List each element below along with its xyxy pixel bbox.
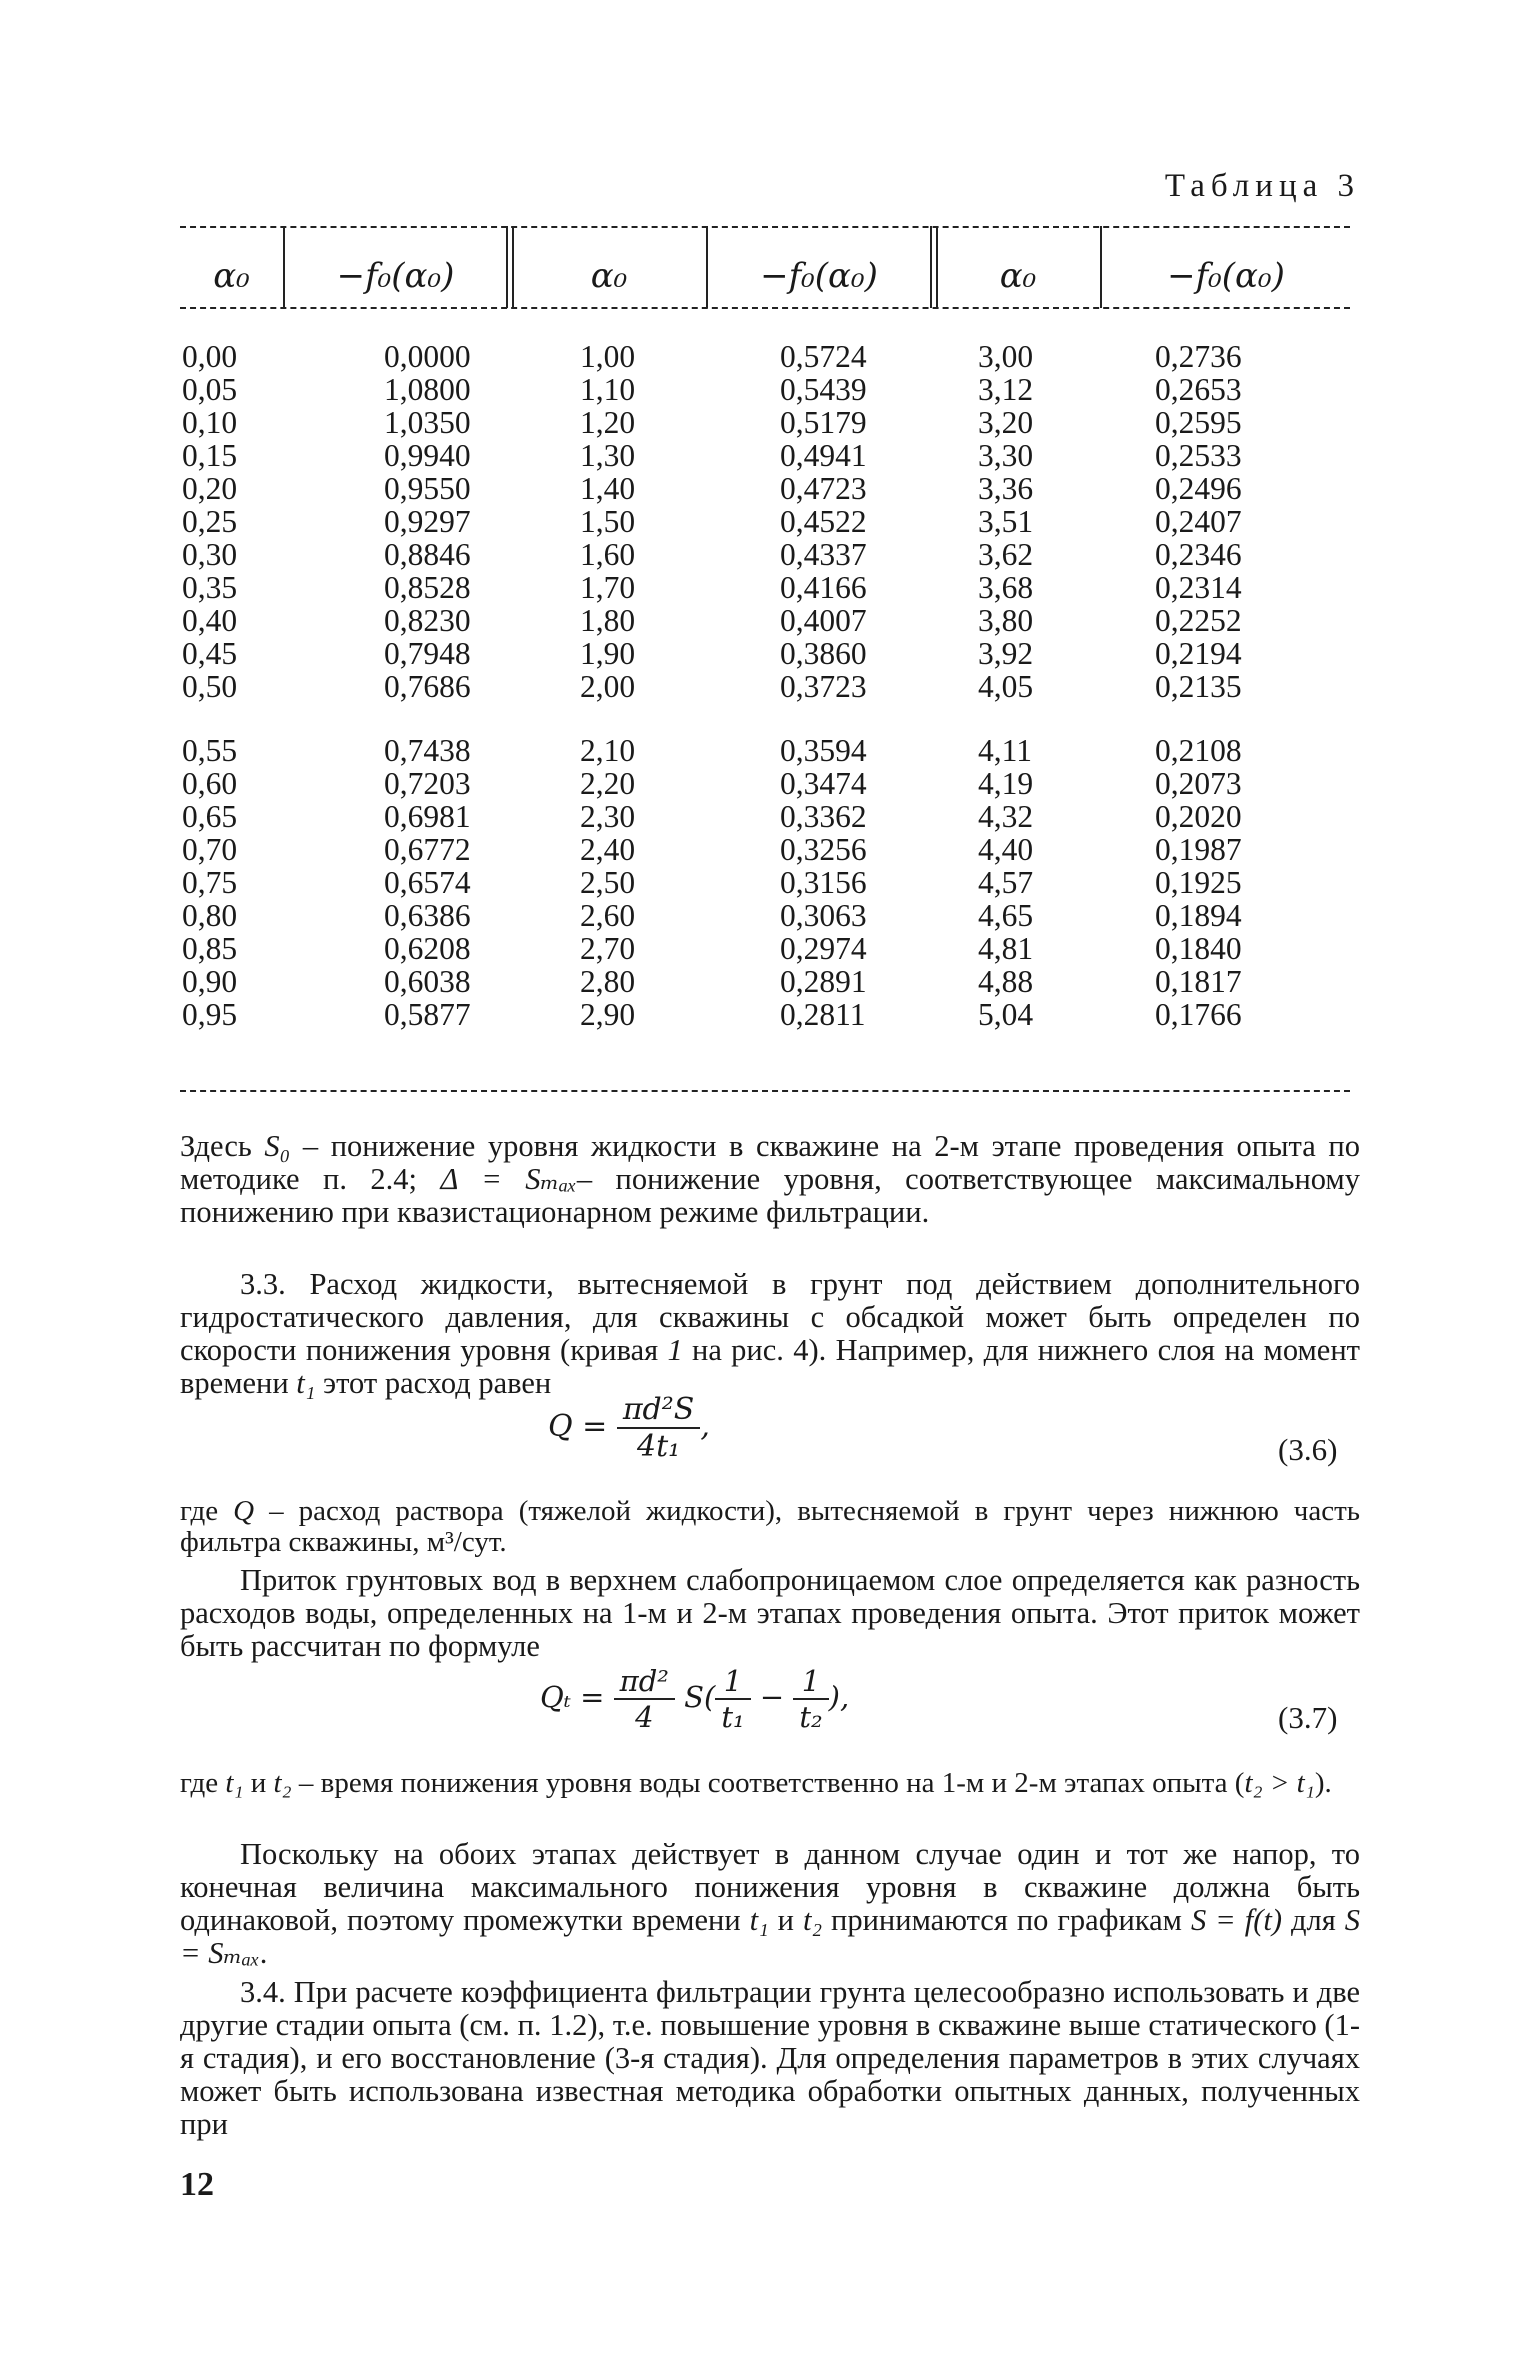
table-cell: 0,2252 <box>1155 603 1242 638</box>
table-cell: 5,04 <box>978 997 1034 1032</box>
col-alpha-3-block2 <box>978 734 1033 1031</box>
table-cell: 3,68 <box>978 570 1034 605</box>
table-cell: 0,50 <box>182 669 238 704</box>
table-caption: Таблица 3 <box>1164 168 1360 204</box>
table-cell: 0,2314 <box>1155 570 1242 605</box>
table-cell: 0,2073 <box>1155 766 1242 801</box>
table-cell: 0,05 <box>182 372 238 407</box>
table-cell: 0,30 <box>182 537 238 572</box>
symbol-s0: S₀ <box>264 1129 291 1163</box>
header-f0-3: −f₀(α₀) <box>1167 256 1285 296</box>
table-cell: 0,6574 <box>384 865 471 900</box>
paragraph-3-4: 3.4. При расчете коэффициента фильтрации грунта целесообразно использовать и две другие стадии опыта (см. п. 1.2), т.е. повышение уровня в скважине выше статического (1-я стадия), и его восстановление (3-я стадия). Для определения параметров в этих случаях может быть использована известная методика обработки опытных данных, полученных при <box>180 1975 1360 2141</box>
table-cell: 0,2135 <box>1155 669 1242 704</box>
table-cell: 1,10 <box>580 372 636 407</box>
table-cell: 4,88 <box>978 964 1034 999</box>
table-cell: 1,90 <box>580 636 636 671</box>
table-cell: 0,4007 <box>780 603 867 638</box>
table-cell: 0,4166 <box>780 570 867 605</box>
equation-3-7-label: (3.7) <box>1278 1700 1338 1735</box>
table-cell: 2,50 <box>580 865 636 900</box>
table-header-rule <box>180 307 1350 309</box>
table-cell: 0,70 <box>182 832 238 867</box>
table-cell: 3,00 <box>978 339 1034 374</box>
table-cell: 1,60 <box>580 537 636 572</box>
table-cell: 3,20 <box>978 405 1034 440</box>
table-cell: 0,15 <box>182 438 238 473</box>
table-bottom-rule <box>180 1090 1350 1092</box>
table-cell: 0,6981 <box>384 799 471 834</box>
table-cell: 0,2020 <box>1155 799 1242 834</box>
table-cell: 0,20 <box>182 471 238 506</box>
table-cell: 0,75 <box>182 865 238 900</box>
equation-3-6: Q = $\frac{\text{πd²S}}{\text{4t₁}}$ , <box>548 1392 710 1464</box>
table-cell: 3,51 <box>978 504 1034 539</box>
table-cell: 4,65 <box>978 898 1034 933</box>
table-cell: 1,0350 <box>384 405 471 440</box>
table-cell: 3,62 <box>978 537 1034 572</box>
table-cell: 0,3860 <box>780 636 867 671</box>
equation-3-6-label: (3.6) <box>1278 1432 1338 1467</box>
equation-3-7: Qₜ = $\frac{\text{πd²}}{4}$ S( $\frac{1}{\text{t₁}}$ − $\frac{1}{\text{t₂}}$ ), <box>540 1664 850 1734</box>
table-cell: 2,10 <box>580 733 636 768</box>
table-cell: 0,9297 <box>384 504 471 539</box>
table-cell: 0,3156 <box>780 865 867 900</box>
table-cell: 0,4522 <box>780 504 867 539</box>
table-cell: 0,2595 <box>1155 405 1242 440</box>
table-cell: 2,00 <box>580 669 636 704</box>
table-cell: 2,60 <box>580 898 636 933</box>
table-cell: 0,55 <box>182 733 238 768</box>
table-cell: 4,81 <box>978 931 1034 966</box>
table-cell: 0,7438 <box>384 733 471 768</box>
header-alpha-3: α₀ <box>999 256 1037 296</box>
table-top-rule <box>180 226 1350 228</box>
table-cell: 0,3594 <box>780 733 867 768</box>
paragraph-equal-head: Поскольку на обоих этапах действует в данном случае один и тот же напор, то конечная величина максимального понижения уровня в скважине должна быть одинаковой, поэтому промежутки времени t₁ и t₂ принимаются по графикам S = f(t) для S = Sₘₐₓ. <box>180 1837 1360 1970</box>
table-cell: 0,1766 <box>1155 997 1242 1032</box>
table-cell: 4,32 <box>978 799 1034 834</box>
table-cell: 0,85 <box>182 931 238 966</box>
table-cell: 0,2891 <box>780 964 867 999</box>
table-cell: 0,4337 <box>780 537 867 572</box>
table-cell: 0,5877 <box>384 997 471 1032</box>
table-cell: 0,3723 <box>780 669 867 704</box>
table-cell: 0,2108 <box>1155 733 1242 768</box>
table-cell: 0,10 <box>182 405 238 440</box>
where-t-definition: где t₁ и t₂ – время понижения уровня воды соответственно на 1-м и 2-м этапах опыта (t₂ > t₁). <box>180 1767 1332 1799</box>
table-cell: 3,92 <box>978 636 1034 671</box>
table-cell: 0,0000 <box>384 339 471 374</box>
table-cell: 0,4723 <box>780 471 867 506</box>
table-cell: 0,8846 <box>384 537 471 572</box>
table-cell: 2,90 <box>580 997 636 1032</box>
where-q-definition: где Q – расход раствора (тяжелой жидкости), вытесняемой в грунт через нижнюю часть фильтра скважины, м³/сут. <box>180 1495 1360 1558</box>
table-cell: 0,6208 <box>384 931 471 966</box>
header-f0-1: −f₀(α₀) <box>336 256 455 296</box>
table-cell: 2,70 <box>580 931 636 966</box>
col-alpha-3-block1 <box>978 340 1033 703</box>
table-cell: 0,65 <box>182 799 238 834</box>
table-cell: 0,4941 <box>780 438 867 473</box>
table-cell: 0,3474 <box>780 766 867 801</box>
table-cell: 0,6772 <box>384 832 471 867</box>
table-cell: 0,90 <box>182 964 238 999</box>
table-cell: 0,6386 <box>384 898 471 933</box>
paragraph-3-3: 3.3. Расход жидкости, вытесняемой в грунт под действием дополнительного гидростатического давления, для скважины с обсадкой может быть определен по скорости понижения уровня (кривая 1 на рис. 4). Например, для нижнего слоя на момент времени t₁ этот расход равен <box>180 1267 1360 1400</box>
table-cell: 0,2346 <box>1155 537 1242 572</box>
curve-number: 1 <box>667 1333 683 1367</box>
symbol-t1: t₁ <box>296 1366 316 1400</box>
header-alpha-1: α₀ <box>213 256 250 296</box>
table-cell: 0,7686 <box>384 669 471 704</box>
table-cell: 3,80 <box>978 603 1034 638</box>
table-cell: 0,60 <box>182 766 238 801</box>
table-cell: 4,19 <box>978 766 1034 801</box>
table-cell: 0,00 <box>182 339 238 374</box>
table-cell: 0,35 <box>182 570 238 605</box>
table-cell: 2,20 <box>580 766 636 801</box>
table-cell: 1,30 <box>580 438 636 473</box>
table-cell: 3,36 <box>978 471 1034 506</box>
col-f0-3-block2 <box>1155 734 1242 1031</box>
table-cell: 0,2653 <box>1155 372 1242 407</box>
table-cell: 0,1925 <box>1155 865 1242 900</box>
table-cell: 0,2533 <box>1155 438 1242 473</box>
paragraph-definitions: Здесь S₀ – понижение уровня жидкости в скважине на 2-м этапе проведения опыта по методике п. 2.4; Δ = Sₘₐₓ– понижение уровня, соответствующее максимальному понижению при квазистационарном режиме фильтрации. <box>180 1129 1360 1229</box>
table-cell: 0,7203 <box>384 766 471 801</box>
table-cell: 0,2496 <box>1155 471 1242 506</box>
table-cell: 0,5179 <box>780 405 867 440</box>
table-cell: 0,6038 <box>384 964 471 999</box>
table-cell: 3,30 <box>978 438 1034 473</box>
equation-3-6-fraction: $\frac{\text{πd²S}}{\text{4t₁}}$ <box>617 1392 701 1464</box>
table-cell: 0,25 <box>182 504 238 539</box>
page-number: 12 <box>180 2166 214 2203</box>
table-cell: 0,9550 <box>384 471 471 506</box>
table-cell: 2,40 <box>580 832 636 867</box>
table-cell: 1,40 <box>580 471 636 506</box>
table-cell: 0,3063 <box>780 898 867 933</box>
table-cell: 1,80 <box>580 603 636 638</box>
table-cell: 2,80 <box>580 964 636 999</box>
table-cell: 0,9940 <box>384 438 471 473</box>
col-f0-1-block2 <box>384 734 471 1031</box>
table-cell: 1,70 <box>580 570 636 605</box>
table-cell: 0,5724 <box>780 339 867 374</box>
col-f0-2-block2 <box>780 734 867 1031</box>
table-cell: 0,3256 <box>780 832 867 867</box>
table-cell: 0,2811 <box>780 997 866 1032</box>
col-alpha-2-block2 <box>580 734 635 1031</box>
paragraph-inflow: Приток грунтовых вод в верхнем слабопроницаемом слое определяется как разность расходов воды, определенных на 1-м и 2-м этапах проведения опыта. Этот приток может быть рассчитан по формуле <box>180 1563 1360 1663</box>
col-f0-3-block1 <box>1155 340 1242 703</box>
table-cell: 0,8230 <box>384 603 471 638</box>
header-alpha-2: α₀ <box>590 256 628 296</box>
table-cell: 1,50 <box>580 504 636 539</box>
table-cell: 0,2974 <box>780 931 867 966</box>
table-cell: 1,0800 <box>384 372 471 407</box>
table-cell: 0,8528 <box>384 570 471 605</box>
col-alpha-1-block2 <box>182 734 237 1031</box>
table-cell: 1,00 <box>580 339 636 374</box>
table-cell: 4,57 <box>978 865 1034 900</box>
table-cell: 0,1840 <box>1155 931 1242 966</box>
table-cell: 4,05 <box>978 669 1034 704</box>
table-cell: 0,2194 <box>1155 636 1242 671</box>
table-cell: 4,11 <box>978 733 1032 768</box>
col-alpha-2-block1 <box>580 340 635 703</box>
col-alpha-1-block1 <box>182 340 237 703</box>
table-cell: 0,2736 <box>1155 339 1242 374</box>
col-f0-2-block1 <box>780 340 867 703</box>
col-f0-1-block1 <box>384 340 471 703</box>
table-cell: 2,30 <box>580 799 636 834</box>
table-cell: 0,5439 <box>780 372 867 407</box>
table-cell: 4,40 <box>978 832 1034 867</box>
symbol-q: Q <box>233 1495 255 1527</box>
table-cell: 0,7948 <box>384 636 471 671</box>
table-cell: 0,45 <box>182 636 238 671</box>
table-cell: 0,40 <box>182 603 238 638</box>
table-cell: 0,1817 <box>1155 964 1242 999</box>
table-cell: 0,1987 <box>1155 832 1242 867</box>
header-f0-2: −f₀(α₀) <box>760 256 878 296</box>
table-cell: 3,12 <box>978 372 1034 407</box>
table-cell: 0,3362 <box>780 799 867 834</box>
symbol-delta: Δ = Sₘₐₓ <box>440 1162 577 1196</box>
table-cell: 0,80 <box>182 898 238 933</box>
table-cell: 0,95 <box>182 997 238 1032</box>
table-cell: 1,20 <box>580 405 636 440</box>
table-cell: 0,2407 <box>1155 504 1242 539</box>
table-cell: 0,1894 <box>1155 898 1242 933</box>
